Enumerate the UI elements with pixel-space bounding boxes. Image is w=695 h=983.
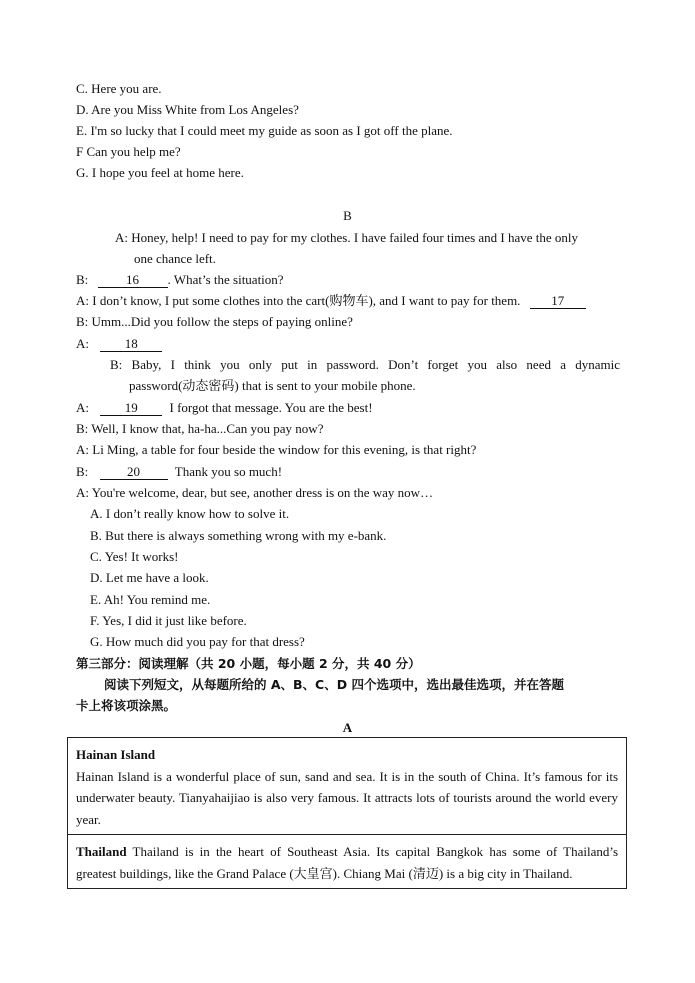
option-b-f: F. Yes, I did it just like before.: [90, 613, 247, 628]
dialogue-line-honey: A: Honey, help! I need to pay for my clothes. I have failed four times and I have the only: [115, 230, 579, 245]
speaker-label: A:: [76, 336, 89, 351]
option-b-b: B. But there is always something wrong with my e-bank.: [90, 528, 387, 543]
hainan-text: Hainan Island is a wonderful place of sun, sand and sea. It is in the south of China. It’s famous for its underwater beauty. Tianyahaijiao is also very famous. It attracts lots of tourists around the world every year.: [76, 768, 618, 827]
dialogue-text: . What’s the situation?: [167, 272, 284, 287]
hainan-row: [68, 738, 626, 834]
blank-19: 19: [100, 400, 162, 416]
blank-17: 17: [530, 293, 586, 309]
thailand-title: Thailand: [76, 844, 127, 859]
part3-instruction-line2: 卡上将该项涂黑。: [76, 698, 177, 713]
option-f: F Can you help me?: [76, 144, 181, 159]
passage-a-heading: A: [342, 720, 353, 735]
dialogue-line-umm: B: Umm...Did you follow the steps of paying online?: [76, 314, 353, 329]
blank-18: 18: [100, 336, 162, 352]
dialogue-line-20: [76, 463, 282, 481]
dialogue-line-liming: A: Li Ming, a table for four beside the window for this evening, is that right?: [76, 442, 477, 457]
section-b-heading: B: [343, 208, 352, 223]
option-c: C. Here you are.: [76, 81, 162, 96]
option-b-e: E. Ah! You remind me.: [90, 592, 211, 607]
speaker-label: B:: [76, 464, 89, 479]
passage-a-table: [67, 737, 627, 889]
speaker-label: B:: [76, 272, 89, 287]
speaker-label: A:: [76, 400, 89, 415]
dialogue-line-18: [76, 335, 162, 353]
option-d: D. Are you Miss White from Los Angeles?: [76, 102, 299, 117]
thailand-row: [68, 834, 626, 888]
option-e: E. I'm so lucky that I could meet my guide as soon as I got off the plane.: [76, 123, 453, 138]
option-b-g: G. How much did you pay for that dress?: [90, 634, 305, 649]
blank-20: 20: [100, 464, 168, 480]
dialogue-text: A: I don’t know, I put some clothes into the cart(购物车), and I want to pay for them.: [76, 293, 521, 308]
blank-16: 16: [98, 272, 168, 288]
dialogue-text: Thank you so much!: [174, 464, 283, 479]
part3-instruction-line1: 阅读下列短文，从每题所给的 A、B、C、D 四个选项中，选出最佳选项，并在答题: [104, 677, 564, 692]
dialogue-line-16: [76, 271, 284, 289]
option-g: G. I hope you feel at home here.: [76, 165, 244, 180]
dialogue-line-welcome: A: You're welcome, dear, but see, another dress is on the way now…: [76, 485, 434, 500]
dialogue-line-honey-cont: one chance left.: [134, 251, 216, 266]
option-b-d: D. Let me have a look.: [90, 570, 209, 585]
thailand-text: Thailand is in the heart of Southeast Asia. Its capital Bangkok has some of Thailand’s greatest buildings, like the Grand Palace (大皇宫). Chiang Mai (清迈) is a big city in Thailand.: [76, 844, 619, 881]
dialogue-line-19: [76, 399, 373, 417]
option-b-c: C. Yes! It works!: [90, 549, 179, 564]
dialogue-text: I forgot that message. You are the best!: [169, 400, 373, 415]
dialogue-line-17: [76, 292, 586, 310]
hainan-title: Hainan Island: [76, 747, 156, 762]
dialogue-line-baby: B: Baby, I think you only put in password. Don’t forget you also need a dynamic: [110, 357, 620, 372]
part3-title: 第三部分：阅读理解（共 20 小题，每小题 2 分，共 40 分）: [76, 656, 421, 671]
dialogue-line-baby-cont: password(动态密码) that is sent to your mobile phone.: [129, 378, 416, 393]
dialogue-line-well: B: Well, I know that, ha-ha...Can you pay now?: [76, 421, 324, 436]
option-b-a: A. I don’t really know how to solve it.: [90, 506, 290, 521]
